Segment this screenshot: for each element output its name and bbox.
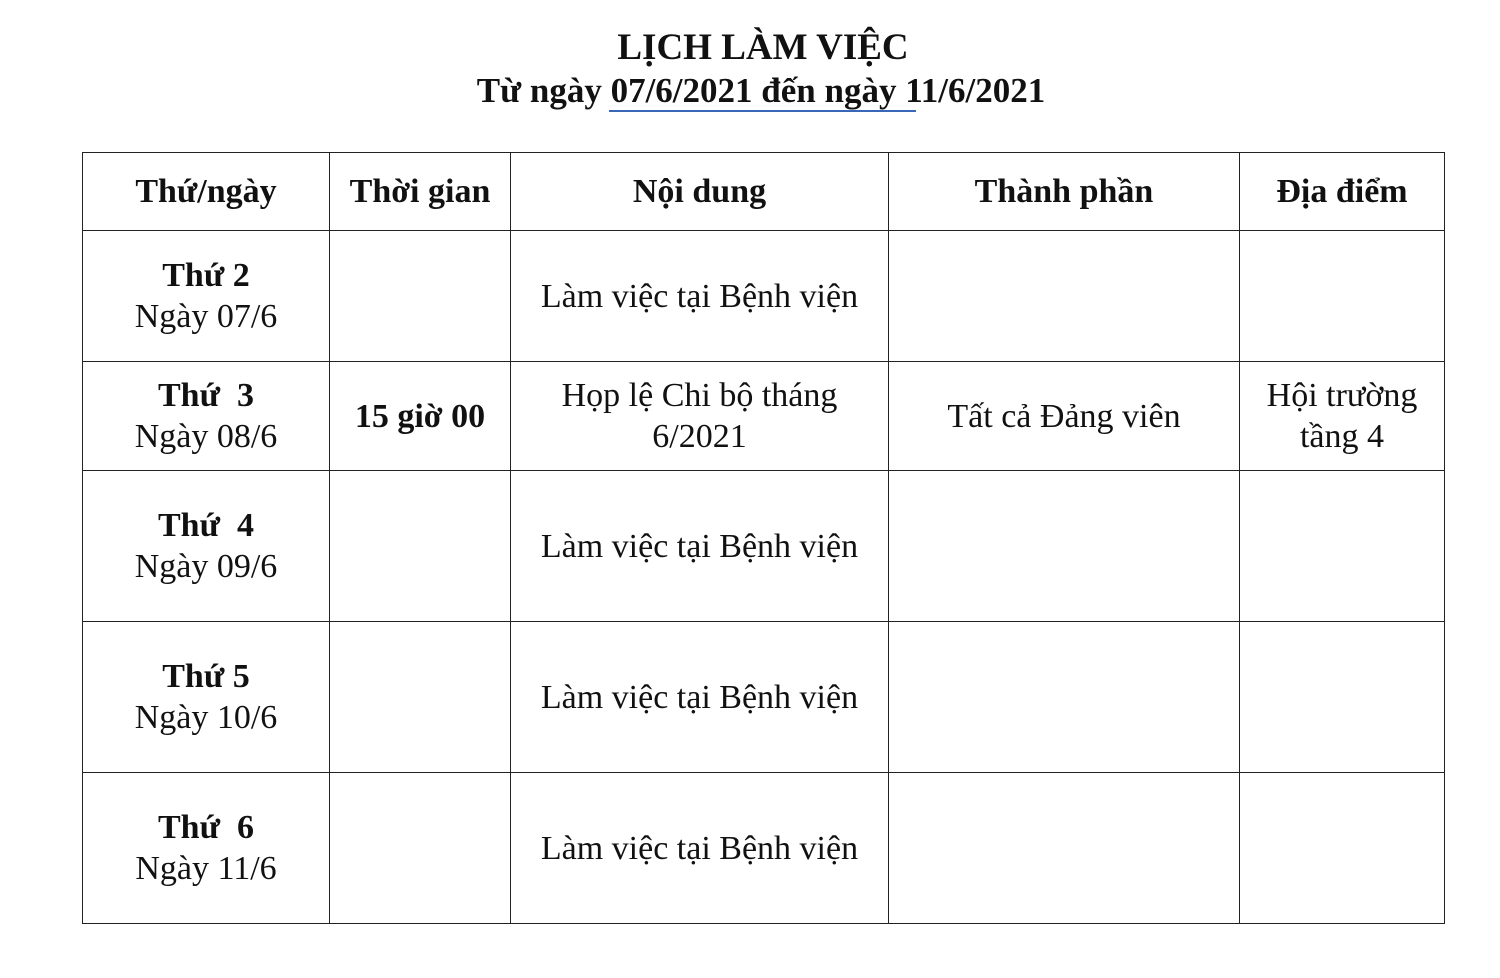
schedule-table — [82, 152, 1445, 924]
table-header-row — [83, 153, 1445, 231]
time-cell — [330, 773, 511, 924]
day-name: Thứ 5 — [162, 658, 250, 695]
document-title: LỊCH LÀM VIỆC — [617, 27, 909, 68]
participants-cell — [889, 773, 1240, 924]
column-header-time: Thời gian — [330, 153, 511, 231]
day-name: Thứ 4 — [158, 507, 254, 544]
content-cell: Làm việc tại Bệnh viện — [511, 773, 889, 924]
table-row — [83, 773, 1445, 924]
location-cell — [1240, 231, 1445, 362]
time-cell — [330, 231, 511, 362]
column-header-day: Thứ/ngày — [83, 153, 330, 231]
participants-cell — [889, 622, 1240, 773]
column-header-location: Địa điểm — [1240, 153, 1445, 231]
day-date: Ngày 07/6 — [134, 298, 278, 335]
time-cell — [330, 622, 511, 773]
participants-cell — [889, 231, 1240, 362]
column-header-participants: Thành phần — [889, 153, 1240, 231]
content-cell: Làm việc tại Bệnh viện — [511, 622, 889, 773]
location-cell: Hội trường tầng 4 — [1240, 362, 1445, 471]
day-name: Thứ 6 — [158, 809, 254, 846]
time-cell — [330, 471, 511, 622]
document-header — [0, 26, 1500, 112]
day-name: Thứ 2 — [162, 257, 250, 294]
participants-cell — [889, 471, 1240, 622]
location-cell — [1240, 622, 1445, 773]
content-cell: Làm việc tại Bệnh viện — [511, 471, 889, 622]
document-subtitle: Từ ngày 07/6/2021 đến ngày 11/6/2021 — [476, 71, 1046, 110]
content-cell: Làm việc tại Bệnh viện — [511, 231, 889, 362]
day-date: Ngày 11/6 — [135, 850, 277, 887]
subtitle-underline — [609, 110, 916, 112]
day-cell — [83, 773, 330, 924]
location-cell — [1240, 773, 1445, 924]
location-cell — [1240, 471, 1445, 622]
table-row — [83, 231, 1445, 362]
table-row — [83, 471, 1445, 622]
day-cell — [83, 231, 330, 362]
participants-cell: Tất cả Đảng viên — [889, 362, 1240, 471]
column-header-content: Nội dung — [511, 153, 889, 231]
table-row — [83, 362, 1445, 471]
table-row — [83, 622, 1445, 773]
day-cell — [83, 471, 330, 622]
day-name: Thứ 3 — [158, 377, 254, 414]
content-cell: Họp lệ Chi bộ tháng 6/2021 — [511, 362, 889, 471]
day-date: Ngày 10/6 — [134, 699, 278, 736]
day-date: Ngày 08/6 — [134, 418, 278, 455]
time-cell: 15 giờ 00 — [330, 362, 511, 471]
day-date: Ngày 09/6 — [134, 548, 278, 585]
day-cell — [83, 362, 330, 471]
day-cell — [83, 622, 330, 773]
